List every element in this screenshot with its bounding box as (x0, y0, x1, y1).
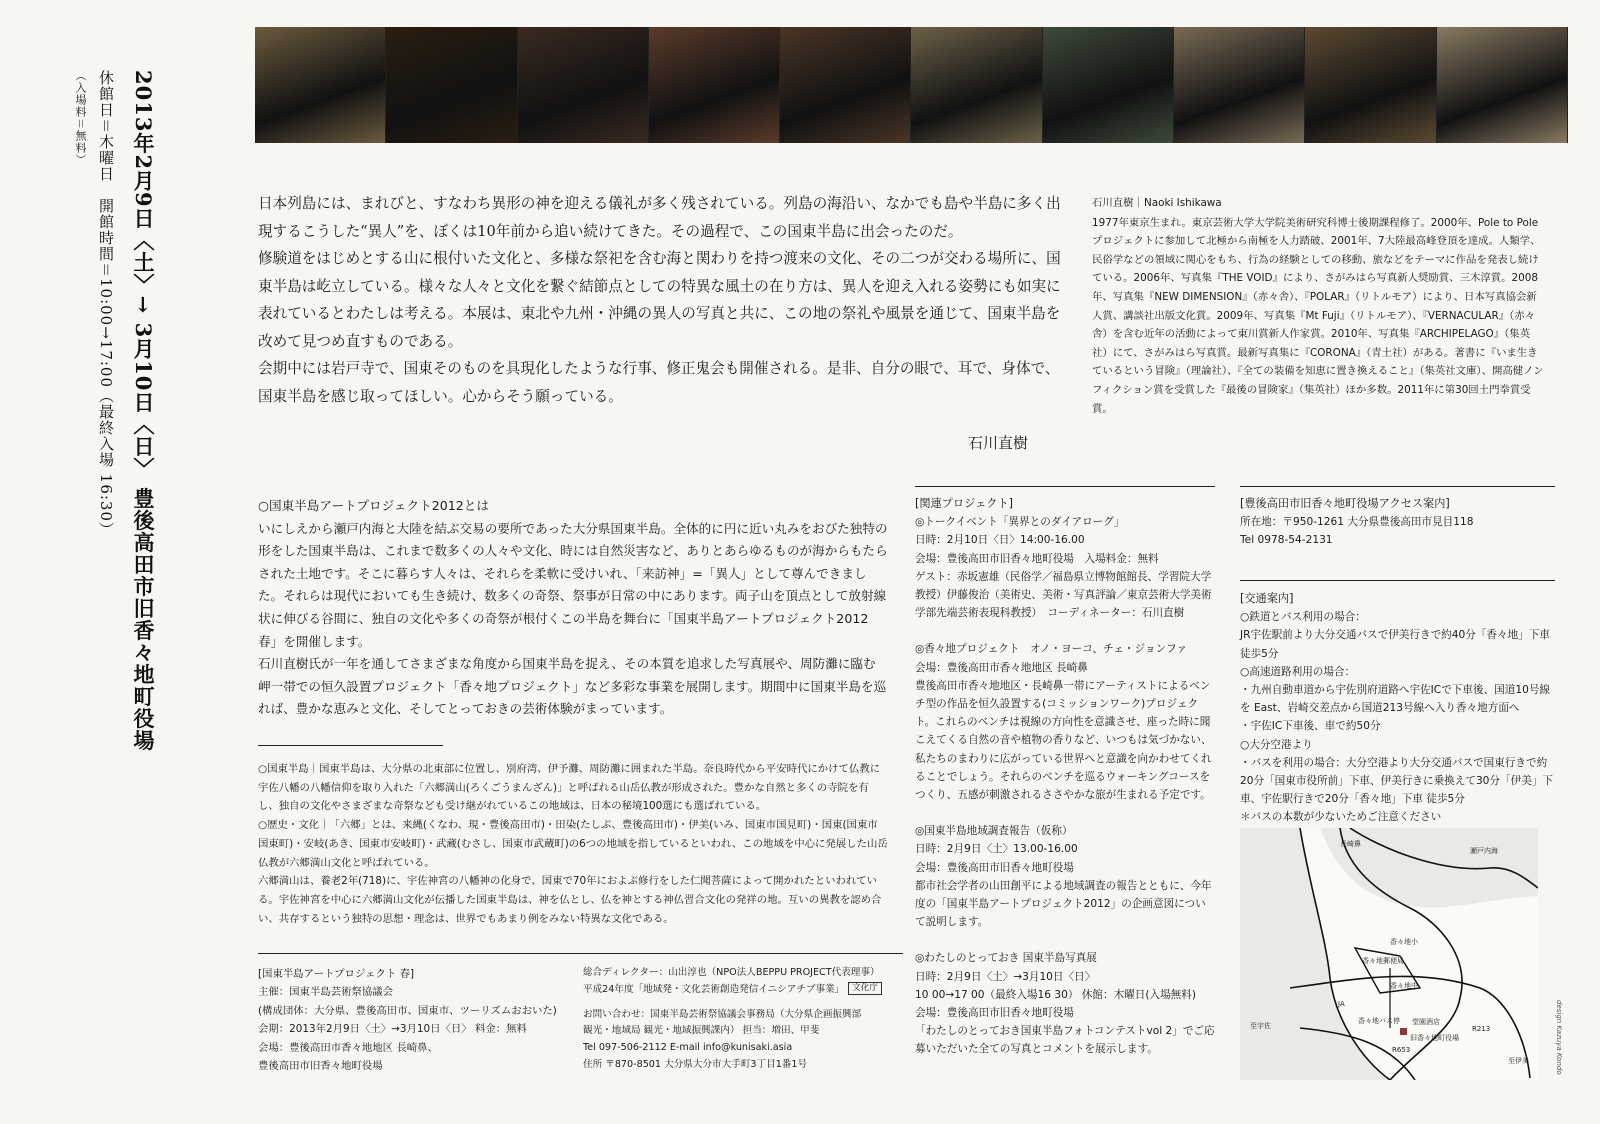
exhibit-title: ◎わたしのとっておき 国東半島写真展 (915, 952, 1097, 965)
credits-title: [国東半島アートプロジェクト 春] (258, 968, 415, 980)
access-info (1240, 495, 1555, 550)
kakaji-venue: 会場：豊後高田市香々地地区 長崎鼻 (915, 661, 1088, 674)
related-survey (915, 822, 1215, 931)
admission-fee: （入場料＝無料） (74, 70, 87, 166)
period: 会期：2013年2月9日〈土〉→3月10日〈日〉 料金：無料 (258, 1023, 527, 1036)
survey-date: 日時：2月9日〈土〉13.00-16.00 (915, 843, 1078, 856)
exhibit-hours: 10 00→17 00（最終入場16 30） 休館：木曜日(入場無料) (915, 988, 1196, 1001)
related-projects (915, 495, 1215, 1077)
related-header: [関連プロジェクト] (915, 497, 1014, 510)
essay-paragraph: 修験道をはじめとする山に根付いた文化と、多様な祭祀を含む海と関わりを持つ渡来の文化、その二つが交わる場所に、国東半島は屹立している。様々な人々と文化を繋ぐ結節点としての特異な風土の在り方は、異人を迎え入れる姿勢にも如実に表れているとわたしは考える。本展は、東北や九州・沖縄の異人の写真と共に、この地の祭礼や風景を通じて、国東半島を改めて見つめ直すものである。 (258, 250, 1061, 350)
divider (915, 486, 1215, 487)
notes-section (258, 760, 888, 928)
transport-line: ・バスを利用の場合：大分空港より大分交通バスで国東行きで約20分「国東市役所前」下車、伊美行きに乗換えて30分「伊美」下車、宇佐駅行きで20分「香々地」下車 徒歩5分 (1240, 756, 1553, 806)
exhibit-venue: 会場：豊後高田市旧香々地町役場 (915, 1007, 1074, 1020)
survey-desc: 都市社会学者の山田創平による地域調査の報告とともに、今年度の「国東半島アートプロジェクト2012」の企画意図について説明します。 (915, 879, 1212, 929)
talk-venue: 会場：豊後高田市旧香々地町役場 入場料金：無料 (915, 552, 1159, 565)
about-body: 石川直樹氏が一年を通してさまざまな角度から国東半島を捉え、その本質を追求した写真展や、周防灘に臨む岬一帯での恒久設置プロジェクト「香々地プロジェクト」など多彩な事業を展開します。期間中に国東半島を巡れば、豊かな恵みと文化、そしてとっておきの芸術体験がまっています。 (258, 656, 887, 717)
about-section (258, 495, 888, 721)
exhibition-dates-venue: 2013年2月9日〈土〉→ 3月10日〈日〉 豊後高田市旧香々地町役場 (131, 70, 156, 752)
transport-info (1240, 590, 1555, 845)
note: ○歴史・文化｜「六郷」とは、来縄(くなわ、現・豊後高田市)・田染(たしぶ、豊後高田市)・伊美(いみ、国東市国見町)・国東(国東市国東町)・安岐(あき、国東市安岐町)・武蔵(むさし、国東市武蔵町)の6つの地域を指しているといわれ、この地域を中心に発展した山岳仏教が六郷満山文化と呼ばれている。 (258, 819, 888, 869)
festival-photo (780, 27, 911, 143)
label-kakaji-post: 香々地郵便局 (1362, 957, 1404, 965)
survey-venue: 会場：豊後高田市旧香々地町役場 (915, 861, 1074, 874)
transport-line: ○大分空港より (1240, 738, 1313, 751)
related-kakaji (915, 640, 1215, 804)
divider (583, 953, 903, 954)
transport-line: ・車を利用の場合：大分空港から国道213号線を車で約45分 (1240, 829, 1528, 842)
transport-header: [交通案内] (1240, 592, 1294, 605)
phone: Tel 0978-54-2131 (1240, 534, 1333, 547)
transport-line: JR宇佐駅前より大分交通バスで伊美行きで約40分「香々地」下車徒歩5分 (1240, 629, 1550, 660)
festival-photo (1043, 27, 1174, 143)
project-credits (258, 965, 558, 1075)
opening-hours: 休館日＝木曜日 開館時間＝10:00→17:00（最終入場 16:30） (97, 70, 115, 539)
label-kakaji-bus: 香々地バス停 (1358, 1017, 1400, 1025)
talk-date: 日時：2月10日〈日〉14:00-16.00 (915, 534, 1085, 547)
essay-signature: 石川直樹 (968, 434, 1029, 452)
label-store: 堂園酒店 (1412, 1018, 1440, 1026)
divider (1240, 486, 1555, 487)
kakaji-title: ◎香々地プロジェクト オノ・ヨーコ、チェ・ジョンファ (915, 643, 1188, 656)
contact-info (583, 965, 903, 1074)
transport-line: ＊バスの本数が少ないためご注意ください (1240, 811, 1442, 824)
transport-line: ○高速道路利用の場合： (1240, 665, 1356, 678)
transport-line: ・宇佐IC下車後、車で約50分 (1240, 720, 1381, 733)
program-name: 平成24年度「地域発・文化芸術創造発信イニシアチブ事業」 (583, 983, 845, 995)
festival-photo (518, 27, 649, 143)
related-photo-exhibit (915, 949, 1215, 1058)
about-title: ○国東半島アートプロジェクト2012とは (258, 498, 489, 513)
festival-photo (255, 27, 386, 143)
profile-body: 1977年東京生まれ。東京芸術大学大学院美術研究科博士後期課程修了。2000年、Pole to Poleプロジェクトに参加して北極から南極を人力踏破、2001年、7大陸最高峰登頂を達成。人類学、民俗学などの領域に関心をもち、行為の経験としての移動、旅などをテーマに作品を発表し続けている。2006年、写真集『THE VOID』により、さがみはら写真新人奨励賞、三木淳賞。2008年、写真集『NEW DIMENSION』（赤々舎）、『POLAR』（リトルモア）により、日本写真協会新人賞、講談社出版文化賞。2009年、写真集『Mt Fuji』（リトルモア）、『VERNACULAR』（赤々舎）を含む近年の活動によって東川賞新人作家賞。2010年、写真集『ARCHIPELAGO』（集英社）にて、さがみはら写真賞。最新写真集に『CORONA』（青土社）がある。著書に『いま生きているという冒険』（理論社）、『全ての装備を知恵に置き換えること』（集英社文庫）、開高健ノンフィクション賞を受賞した『最後の冒険家』（集英社）ほか多数。2011年に第30回土門拳賞受賞。 (1092, 216, 1544, 415)
label-kakaji-sho: 香々地小 (1390, 938, 1418, 946)
note: ○国東半島｜国東半島は、大分県の北東部に位置し、別府湾、伊予灘、周防灘に囲まれた半島。奈良時代から平安時代にかけて仏教に宇佐八幡の八幡信仰を取り入れた「六郷満山(ろくごうまんざん)」と呼ばれる山岳仏教が形成された。豊かな自然と多くの寺院を有し、独自の文化やさまざまな奇祭なども受け継がれているこの地域は、日本の秘境100選にも選ばれている。 (258, 763, 881, 813)
festival-photo (649, 27, 780, 143)
label-ja: JA (1338, 1000, 1345, 1008)
bunkacho-logo: 文化庁 (848, 982, 882, 995)
related-talk (915, 513, 1215, 622)
label-r653: R653 (1392, 1046, 1411, 1054)
label-kakaji-jhs: 香々地中 (1390, 982, 1418, 990)
festival-photo (386, 27, 517, 143)
kakaji-desc: 豊後高田市香々地地区・長崎鼻一帯にアーティストによるベンチ型の作品を恒久設置する(コミッションワーク)プロジェクト。これらのベンチは視線の方向性を意識させ、座った時に聞こえてくる自然の音や植物の香りなど、いつもは気づかない、私たちのまわりに広がっている世界へと意識を向かわせてくれることでしょう。それらのベンチを巡るウォーキングコースをつくり、五感が刺激されるささやかな旅が生まれる予定です。 (915, 679, 1212, 802)
transport-line: ○鉄道とバス利用の場合： (1240, 611, 1366, 624)
label-to-imi: 至伊美 (1508, 1057, 1529, 1065)
talk-guests: ゲスト：赤坂憲雄（民俗学／福島県立博物館館長、学習院大学教授）伊藤俊治（美術史、美術・写真評論／東京芸術大学美術学部先端芸術表現科教授） コーディネーター：石川直樹 (915, 570, 1212, 620)
label-r213: R213 (1472, 1025, 1491, 1033)
talk-title: ◎トークイベント「異界とのダイアローグ」 (915, 516, 1125, 529)
venue-marker (1400, 1028, 1407, 1035)
essay-paragraph: 日本列島には、まれびと、すなわち異形の神を迎える儀礼が多く残されている。列島の海沿い、なかでも島や半島に多く出現するこうした“異人”を、ぼくは10年前から追い続けてきた。その過程で、この国東半島に出会ったのだ。 (258, 195, 1061, 240)
artist-profile (1092, 194, 1544, 418)
essay-paragraph: 会期中には岩戸寺で、国東そのものを具現化したような行事、修正鬼会も開催される。是非、自分の眼で、耳で、身体で、国東半島を感じ取ってほしい。心からそう願っている。 (258, 360, 1060, 405)
survey-title: ◎国東半島地域調査報告（仮称） (915, 825, 1073, 838)
profile-title: 石川直樹｜Naoki Ishikawa (1092, 197, 1222, 209)
organizer: 主催：国東半島芸術祭協議会 (258, 986, 394, 999)
access-map (1240, 828, 1538, 1080)
venue: 豊後高田市旧香々地町役場 (258, 1060, 383, 1073)
divider (258, 745, 443, 746)
venue: 会場：豊後高田市香々地地区 長崎鼻、 (258, 1041, 438, 1054)
contact-address: 住所 〒870-8501 大分県大分市大手町3丁目1番1号 (583, 1058, 808, 1070)
essay (258, 190, 1066, 410)
label-nagasakibana: 長崎鼻 (1340, 840, 1361, 848)
road (1350, 828, 1538, 888)
exhibit-date: 日時：2月9日〈土〉→3月10日〈日〉 (915, 970, 1096, 983)
festival-photo (1437, 27, 1568, 143)
exhibit-desc: 「わたしのとっておき国東半島フォトコンテストvol 2」でご応募いただいた全ての写真とコメントを展示します。 (915, 1025, 1215, 1056)
address: 所在地：〒950-1261 大分県豊後高田市見目118 (1240, 516, 1474, 529)
land-area (1300, 828, 1538, 1080)
divider (1240, 580, 1555, 581)
festival-photo (911, 27, 1042, 143)
transport-lines (1240, 608, 1555, 845)
access-header: [豊後高田市旧香々地町役場アクセス案内] (1240, 497, 1450, 510)
label-setonaikai: 瀬戸内海 (1470, 847, 1498, 855)
contact: お問い合わせ：国東半島芸術祭協議会事務局（大分県企画振興部 (583, 1008, 862, 1020)
contact-phone-email: Tel 097-506-2112 E-mail info@kunisaki.asia (583, 1042, 793, 1054)
label-to-usa: 至宇佐 (1250, 1022, 1271, 1030)
festival-photo (1305, 27, 1436, 143)
transport-line: ・九州自動車道から宇佐別府道路へ宇佐ICで下車後、国道10号線を East、岩崎交差点から国道213号線へ入り香々地方面へ (1240, 684, 1551, 715)
festival-photo (1174, 27, 1305, 143)
contact: 観光・地域局 観光・地域振興課内） 担当：増田、甲斐 (583, 1025, 820, 1037)
member-orgs: (構成団体：大分県、豊後高田市、国東市、ツーリズムおおいた) (258, 1004, 557, 1017)
program-line (583, 982, 903, 999)
director: 総合ディレクター：山出淳也（NPO法人BEPPU PROJECT代表理事） (583, 967, 880, 978)
label-old-office: 旧香々地町役場 (1410, 1034, 1459, 1042)
note: 六郷満山は、養老2年(718)に、宇佐神宮の八幡神の化身で、国東で70年におよぶ修行をした仁聞菩薩によって開かれたといわれている。宇佐神宮を中心に六郷満山文化が伝播した国東半島は、神を仏とし、仏を神とする神仏習合文化の発祥の地。互いの異教を認め合い、共存するという独特の思想・理念は、世界でもあまり例をみない特異な文化である。 (258, 875, 882, 925)
about-body: いにしえから瀬戸内海と大陸を結ぶ交易の要所であった大分県国東半島。全体的に円に近い丸みをおびた独特の形をした国東半島は、これまで数多くの人々や文化、時には自然災害など、ありとあらゆるものが海からもたらされた土地です。そこに暮らす人々は、それらを柔軟に受けいれ、「来訪神」=「異人」として尊んできました。それらは現代においても生き続け、数多くの奇祭、祭事が日常の中にあります。両子山を頂点として放射線状に伸びる谷間に、独自の文化や多くの奇祭が根付くこの半島を舞台に「国東半島アートプロジェクト2012 春」を開催します。 (258, 520, 888, 649)
photo-strip (255, 27, 1568, 143)
map-credit: design Kazuya Kondo (1555, 1000, 1563, 1075)
